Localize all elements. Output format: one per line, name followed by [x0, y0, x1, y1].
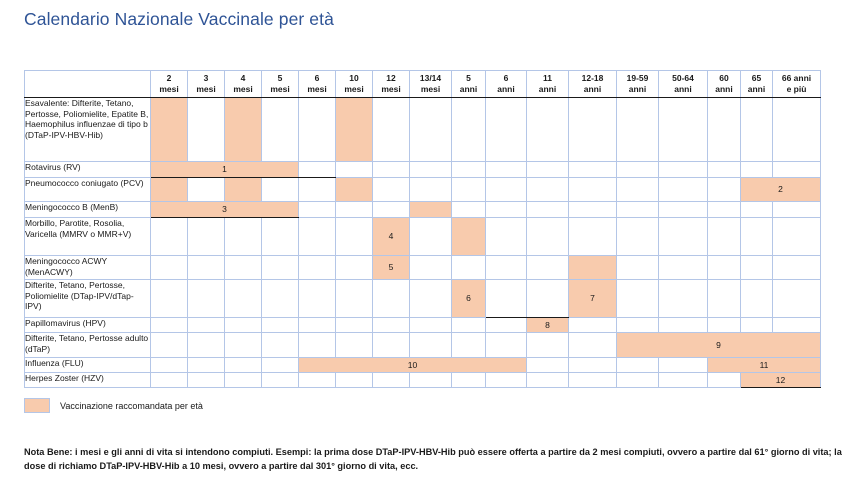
age-column-header [708, 71, 741, 98]
age-column-unit: anni [674, 84, 692, 94]
vaccine-row [25, 98, 821, 162]
age-column-unit: mesi [159, 84, 179, 94]
schedule-cell [527, 333, 569, 358]
schedule-cell [708, 373, 741, 388]
age-column-unit: anni [747, 84, 766, 94]
age-column-unit: mesi [344, 84, 364, 94]
vaccine-name: Meningococco ACWY (MenACWY) [25, 256, 151, 280]
age-column-value: 12 [386, 73, 396, 84]
schedule-cell [773, 280, 821, 318]
schedule-cell [373, 98, 410, 162]
schedule-cell [452, 318, 486, 333]
schedule-cell [151, 358, 188, 373]
age-column-unit: e più [786, 84, 807, 94]
schedule-cell [410, 256, 452, 280]
vaccine-name: Difterite, Tetano, Pertosse, Poliomielite (DTap-IPV/dTap-IPV) [25, 280, 151, 318]
age-column-value: 12-18 [581, 73, 604, 84]
schedule-cell [773, 218, 821, 256]
schedule-cell [486, 202, 527, 218]
schedule-cell [188, 318, 225, 333]
schedule-cell [708, 218, 741, 256]
recommended-dose-cell [741, 178, 821, 202]
schedule-cell [299, 373, 336, 388]
schedule-cell [659, 358, 708, 373]
vaccine-name: Rotavirus (RV) [25, 162, 151, 178]
age-column-header [151, 71, 188, 98]
schedule-cell [659, 373, 708, 388]
age-column-header [262, 71, 299, 98]
schedule-cell [262, 98, 299, 162]
schedule-cell [486, 162, 527, 178]
schedule-cell [225, 256, 262, 280]
schedule-cell [262, 358, 299, 373]
vaccine-row [25, 280, 821, 318]
vaccine-row [25, 256, 821, 280]
age-column-value: 5 [277, 73, 283, 84]
schedule-cell [741, 202, 773, 218]
schedule-cell [617, 98, 659, 162]
vaccine-name: Herpes Zoster (HZV) [25, 373, 151, 388]
schedule-cell [410, 280, 452, 318]
vaccine-name: Difterite, Tetano, Pertosse adulto (dTaP) [25, 333, 151, 358]
vaccine-name: Pneumococco coniugato (PCV) [25, 178, 151, 202]
vaccine-row [25, 358, 821, 373]
schedule-cell [373, 280, 410, 318]
age-column-value: 19-59 [626, 73, 649, 84]
schedule-cell [708, 162, 741, 178]
schedule-cell [486, 318, 527, 333]
schedule-cell [225, 358, 262, 373]
schedule-cell [617, 318, 659, 333]
footnote-ref: 9 [716, 339, 721, 350]
legend [24, 398, 203, 413]
schedule-cell [151, 373, 188, 388]
age-column-unit: mesi [270, 84, 290, 94]
schedule-cell [373, 202, 410, 218]
schedule-cell [373, 373, 410, 388]
schedule-cell [617, 280, 659, 318]
schedule-cell [741, 218, 773, 256]
schedule-cell [452, 373, 486, 388]
footnote-ref: 2 [778, 184, 783, 195]
schedule-cell [336, 162, 373, 178]
recommended-dose-cell [225, 178, 262, 202]
schedule-cell [410, 218, 452, 256]
schedule-cell [741, 318, 773, 333]
recommended-dose-cell [569, 256, 617, 280]
schedule-cell [151, 256, 188, 280]
schedule-cell [225, 318, 262, 333]
schedule-cell [452, 256, 486, 280]
schedule-cell [741, 280, 773, 318]
recommended-dose-cell [617, 333, 821, 358]
schedule-cell [262, 333, 299, 358]
recommended-dose-cell [151, 202, 299, 218]
schedule-cell [299, 318, 336, 333]
schedule-cell [336, 202, 373, 218]
schedule-cell [708, 202, 741, 218]
schedule-cell [225, 333, 262, 358]
schedule-cell [527, 256, 569, 280]
schedule-cell [452, 202, 486, 218]
recommended-dose-cell [410, 202, 452, 218]
footnote-ref: 6 [466, 293, 471, 304]
age-column-unit: mesi [233, 84, 253, 94]
schedule-cell [569, 178, 617, 202]
schedule-cell [659, 162, 708, 178]
schedule-cell [486, 373, 527, 388]
recommended-dose-cell [151, 98, 188, 162]
schedule-cell [225, 373, 262, 388]
age-column-unit: mesi [420, 84, 441, 94]
schedule-cell [262, 256, 299, 280]
recommended-dose-cell [452, 280, 486, 318]
age-column-value: 5 [466, 73, 471, 84]
footnote-ref: 7 [590, 293, 595, 304]
footnote-ref: 11 [759, 359, 769, 370]
schedule-cell [262, 218, 299, 256]
schedule-cell [336, 218, 373, 256]
schedule-cell [486, 98, 527, 162]
vaccination-schedule-table [24, 70, 821, 388]
age-column-header [225, 71, 262, 98]
legend-label: Vaccinazione raccomandata per età [60, 400, 203, 411]
age-column-value: 65 [751, 73, 762, 84]
schedule-cell [569, 202, 617, 218]
schedule-cell [336, 373, 373, 388]
schedule-cell [569, 318, 617, 333]
header-corner [25, 71, 151, 98]
schedule-cell [773, 318, 821, 333]
recommended-dose-cell [151, 162, 299, 178]
age-column-unit: anni [538, 84, 557, 94]
schedule-cell [299, 178, 336, 202]
schedule-cell [410, 333, 452, 358]
schedule-cell [659, 202, 708, 218]
schedule-cell [225, 218, 262, 256]
schedule-cell [262, 373, 299, 388]
vaccine-row [25, 178, 821, 202]
recommended-dose-cell [708, 358, 821, 373]
vaccine-row [25, 318, 821, 333]
age-column-header [527, 71, 569, 98]
age-column-value: 13/14 [419, 73, 442, 84]
vaccine-name: Meningococco B (MenB) [25, 202, 151, 218]
age-column-value: 2 [166, 73, 172, 84]
age-column-header [741, 71, 773, 98]
schedule-cell [617, 218, 659, 256]
recommended-dose-cell [373, 218, 410, 256]
schedule-cell [452, 178, 486, 202]
age-column-value: 50-64 [672, 73, 694, 84]
recommended-dose-cell [373, 256, 410, 280]
schedule-cell [452, 162, 486, 178]
schedule-cell [299, 218, 336, 256]
schedule-cell [188, 358, 225, 373]
schedule-cell [452, 333, 486, 358]
age-column-value: 11 [543, 73, 552, 84]
schedule-cell [410, 98, 452, 162]
schedule-cell [410, 373, 452, 388]
schedule-cell [773, 98, 821, 162]
age-column-unit: mesi [307, 84, 327, 94]
age-column-unit: anni [628, 84, 647, 94]
schedule-cell [659, 280, 708, 318]
schedule-cell [659, 98, 708, 162]
schedule-cell [569, 162, 617, 178]
vaccine-row [25, 333, 821, 358]
header-row [25, 71, 821, 98]
age-column-value: 6 [503, 73, 509, 84]
recommended-dose-cell [569, 280, 617, 318]
recommended-dose-cell [527, 318, 569, 333]
age-column-header [336, 71, 373, 98]
recommended-dose-cell [741, 373, 821, 388]
schedule-cell [527, 202, 569, 218]
footnote-ref: 5 [388, 262, 394, 273]
recommended-dose-cell [299, 358, 527, 373]
age-column-header [569, 71, 617, 98]
vaccine-row [25, 373, 821, 388]
schedule-cell [527, 373, 569, 388]
schedule-cell [410, 318, 452, 333]
footnote-ref: 1 [222, 164, 227, 175]
schedule-cell [741, 98, 773, 162]
schedule-cell [299, 280, 336, 318]
schedule-cell [188, 373, 225, 388]
schedule-cell [336, 318, 373, 333]
age-column-value: 60 [719, 73, 729, 84]
schedule-cell [617, 373, 659, 388]
schedule-cell [225, 280, 262, 318]
schedule-cell [617, 162, 659, 178]
schedule-cell [336, 256, 373, 280]
footnote-ref: 8 [545, 319, 550, 330]
schedule-cell [486, 333, 527, 358]
schedule-cell [659, 256, 708, 280]
schedule-cell [373, 178, 410, 202]
footnote-ref: 10 [407, 359, 418, 370]
age-column-unit: anni [497, 84, 515, 94]
schedule-cell [452, 98, 486, 162]
footnote-ref: 12 [775, 374, 786, 385]
schedule-cell [486, 178, 527, 202]
legend-swatch [24, 398, 50, 413]
schedule-cell [262, 318, 299, 333]
schedule-cell [659, 318, 708, 333]
schedule-cell [527, 280, 569, 318]
age-column-value: 3 [203, 73, 209, 84]
schedule-cell [527, 358, 569, 373]
schedule-cell [527, 178, 569, 202]
schedule-cell [486, 280, 527, 318]
schedule-cell [617, 256, 659, 280]
schedule-cell [299, 98, 336, 162]
schedule-cell [741, 162, 773, 178]
schedule-cell [188, 256, 225, 280]
schedule-cell [262, 178, 299, 202]
schedule-cell [188, 98, 225, 162]
schedule-cell [569, 358, 617, 373]
age-column-header [452, 71, 486, 98]
schedule-cell [373, 162, 410, 178]
age-column-header [486, 71, 527, 98]
schedule-cell [486, 256, 527, 280]
schedule-cell [708, 98, 741, 162]
age-column-header [299, 71, 336, 98]
schedule-cell [708, 318, 741, 333]
vaccine-name: Influenza (FLU) [25, 358, 151, 373]
schedule-cell [569, 218, 617, 256]
recommended-dose-cell [225, 98, 262, 162]
schedule-cell [373, 318, 410, 333]
schedule-cell [659, 218, 708, 256]
schedule-cell [617, 178, 659, 202]
schedule-cell [151, 218, 188, 256]
recommended-dose-cell [151, 178, 188, 202]
schedule-cell [486, 218, 527, 256]
age-column-unit: anni [715, 84, 733, 94]
schedule-cell [373, 333, 410, 358]
age-column-value: 6 [314, 73, 320, 84]
vaccine-row [25, 218, 821, 256]
schedule-cell [151, 280, 188, 318]
age-column-value: 10 [349, 73, 359, 84]
schedule-cell [188, 218, 225, 256]
schedule-cell [410, 178, 452, 202]
schedule-cell [188, 280, 225, 318]
age-column-header [188, 71, 225, 98]
vaccine-row [25, 162, 821, 178]
schedule-cell [569, 98, 617, 162]
schedule-cell [527, 162, 569, 178]
schedule-cell [741, 256, 773, 280]
schedule-cell [188, 333, 225, 358]
vaccine-name: Morbillo, Parotite, Rosolia, Varicella (MMRV o MMR+V) [25, 218, 151, 256]
footnote: Nota Bene: i mesi e gli anni di vita si intendono compiuti. Esempi: la prima dose DTaP-IPV-HBV-Hib può essere offerta a partire da 2 mesi compiuti, ovvero a partire dal 61° giorno di vita; la dose di richiamo DTaP-IPV-HBV-Hib a 10 mesi, ovvero a partire dal 301° giorno di vita, ecc. [24, 447, 842, 471]
schedule-cell [569, 373, 617, 388]
recommended-dose-cell [452, 218, 486, 256]
schedule-cell [617, 202, 659, 218]
schedule-cell [617, 358, 659, 373]
vaccine-row [25, 202, 821, 218]
schedule-cell [299, 256, 336, 280]
vaccine-name: Esavalente: Difterite, Tetano, Pertosse, Poliomielite, Epatite B, Haemophilus influenzae di tipo b (DTaP-IPV-HBV-Hib) [25, 98, 151, 162]
schedule-cell [773, 256, 821, 280]
schedule-cell [188, 178, 225, 202]
footnote-ref: 3 [222, 204, 227, 215]
schedule-cell [262, 280, 299, 318]
schedule-cell [336, 280, 373, 318]
schedule-cell [659, 178, 708, 202]
schedule-cell [299, 162, 336, 178]
age-column-header [659, 71, 708, 98]
schedule-cell [527, 218, 569, 256]
age-column-unit: anni [583, 84, 602, 94]
schedule-cell [299, 333, 336, 358]
schedule-cell [569, 333, 617, 358]
schedule-cell [773, 202, 821, 218]
footnote-ref: 4 [388, 231, 394, 242]
schedule-cell [773, 162, 821, 178]
schedule-cell [336, 333, 373, 358]
vaccine-name: Papillomavirus (HPV) [25, 318, 151, 333]
schedule-cell [151, 333, 188, 358]
age-column-header [373, 71, 410, 98]
page-title: Calendario Nazionale Vaccinale per età [24, 9, 334, 29]
age-column-unit: anni [459, 84, 478, 94]
age-column-value: 4 [240, 73, 246, 84]
age-column-header [617, 71, 659, 98]
schedule-cell [527, 98, 569, 162]
schedule-cell [708, 280, 741, 318]
age-column-header [410, 71, 452, 98]
schedule-cell [708, 256, 741, 280]
age-column-unit: mesi [196, 84, 216, 94]
schedule-cell [299, 202, 336, 218]
age-column-value: 66 anni [781, 73, 812, 84]
schedule-cell [410, 162, 452, 178]
schedule-cell [151, 318, 188, 333]
recommended-dose-cell [336, 178, 373, 202]
schedule-cell [708, 178, 741, 202]
age-column-header [773, 71, 821, 98]
recommended-dose-cell [336, 98, 373, 162]
age-column-unit: mesi [381, 84, 401, 94]
